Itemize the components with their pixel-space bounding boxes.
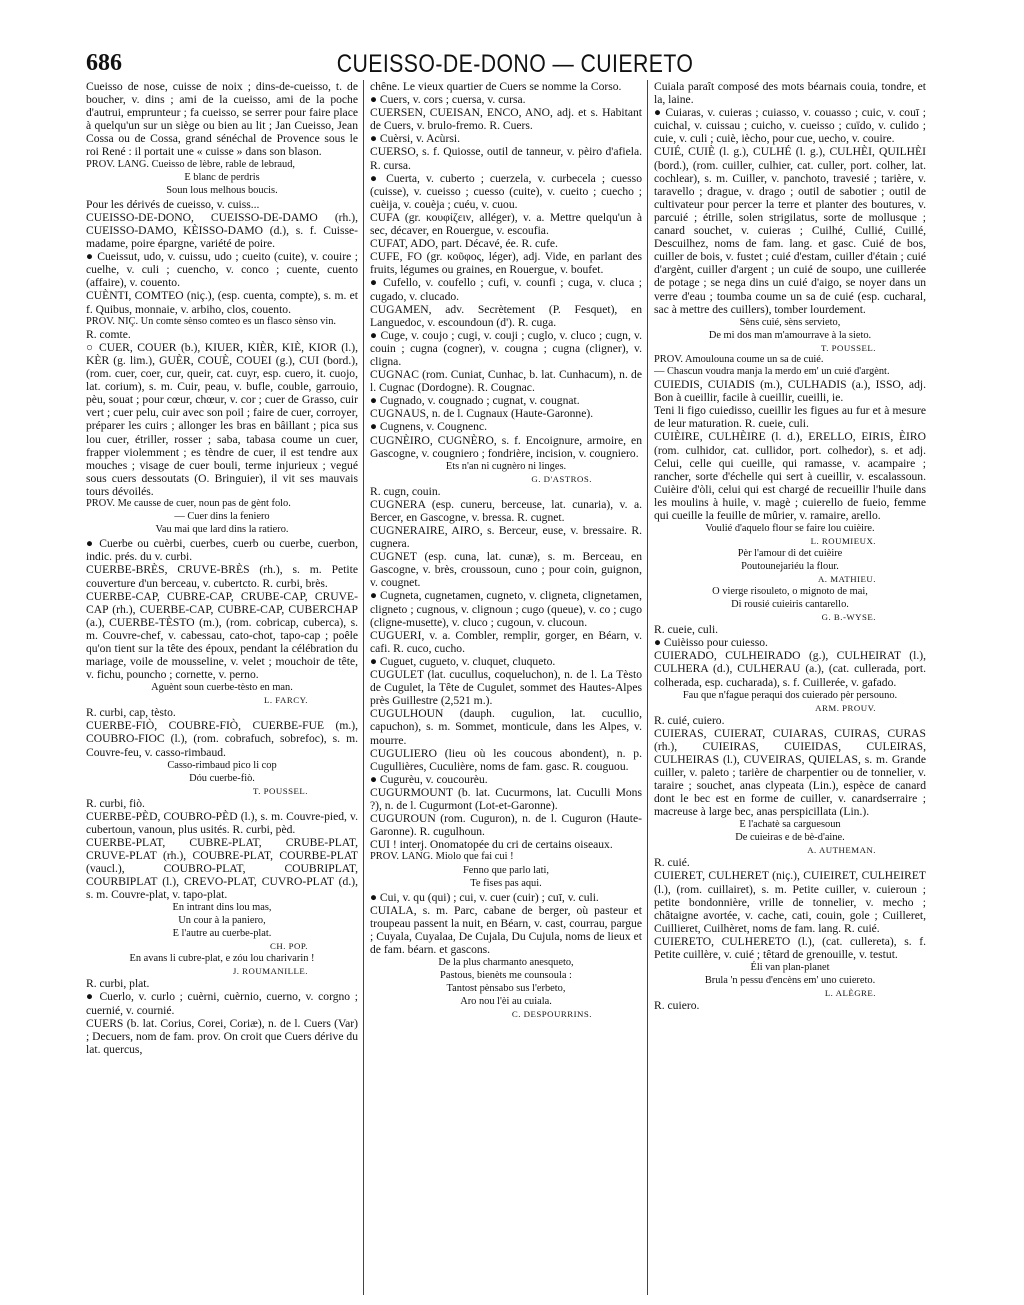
quotation-line: Pèr l'amour di det cuièire bbox=[737, 548, 843, 560]
dictionary-entry: ● Cufello, v. coufello ; cufi, v. counfi ; cuga, v. cluca ; cugado, v. clucado. bbox=[370, 276, 642, 303]
dictionary-entry: ● Cuerbe ou cuèrbi, cuerbes, cuerb ou cuerbe, cuerbon, indic. prés. du v. curbi. bbox=[86, 537, 358, 564]
quotation-author: A. MATHIEU. bbox=[817, 574, 876, 585]
dictionary-entry: CUERBE-PLAT, CUBRE-PLAT, CRUBE-PLAT, CRUVE-PLAT (rh.), COUBRE-PLAT, COURBE-PLAT (vaucl.), COUBRO-PLAT, COUBRIPLAT, COURBIPLAT (l.), CREVO-PLAT, CUVRO-PLAT (d.), s. m. Couvre-plat, v. tapo-plat. bbox=[86, 835, 358, 902]
dictionary-entry: CUIERETO, CULHERETO (l.), (cat. cullereta), s. f. Petite cuillère, v. cuié ; têtard de grenouille, v. testut. bbox=[654, 934, 926, 961]
dictionary-entry: CUGULIERO (lieu où les coucous abondent), n. p. Cugullières, Cuculière, noms de fam. gasc. R. couguou. bbox=[370, 746, 642, 773]
quotation-line: Vau mai que lard dins la ratiero. bbox=[155, 524, 289, 536]
quotation-line: O vierge risouleto, o mignoto de mai, bbox=[712, 586, 868, 598]
quotation-line: Éli van plan-planet bbox=[750, 962, 830, 974]
dictionary-entry: R. cueie, culi. bbox=[654, 623, 719, 637]
dictionary-entry: ● Cuguet, cugueto, v. cluquet, cluqueto. bbox=[370, 654, 556, 668]
dictionary-entry: Cueisso de nose, cuisse de noix ; dins-de-cueisso, t. de boucher, v. dins ; ami de la cueisso, ami de la poche d'autrui, emprunteur ; fa cueisso, se serrer pour faire place à quelqu'un sur un siège ou bien au lit ; Jan Cueisso, Jean Cossa ou de Cossa, grand sénéchal de Provence sous le roi René : il portait une « cuisse » dans son blason. bbox=[86, 80, 358, 159]
proverb-line: PROV. NIÇ. Un comte sènso comteo es un flasco sènso vin. bbox=[86, 315, 337, 327]
dictionary-entry: CUÈNTI, COMTEO (niç.), (esp. cuenta, compte), s. m. et f. Quibus, monnaie, v. arbiho, clos, couento. bbox=[86, 289, 358, 316]
quotation-author: G. B.-WYSE. bbox=[821, 612, 876, 623]
quotation-author: T. POUSSEL. bbox=[821, 342, 876, 353]
dictionary-entry: chêne. Le vieux quartier de Cuers se nomme la Corso. bbox=[370, 80, 622, 93]
dictionary-entry: CUIÉ, CUIÈ (l. g.), CULHÉ (l. g.), CULHÈI, QUILHÈI (bord.), (rom. cuiller, culhier, cat. culler, port. colher, lat. cochlear), s. m. Cuiller, v. panchoto, travesié ; tarière, v. taravello ; drague, v. drago ; outil de sabotier ; outil de cultivateur pour percer la terre et planter des boutures, v. parcuié ; étrille, solen strigilatus, sorte de mollusque ; canard souchet, v. cuieras ; Cuilhé, Cullié, Cuillé, Descuilhez, noms de fam. lang. et gasc. Cuié de bos, cuiller de bois, v. fustet ; cuié d'estam, cuiller d'étain ; cuié d'argènt, cuiller d'argent ; un cuié de soupo, une cuillerée de potage ; se nega dins un cuié d'aigo, se noyer dans un verre d'eau ; toumba coume un sa de cuié (esp. cucharal, sac à mettre des cuillers), tomber lourdement. bbox=[654, 145, 926, 316]
quotation-line: Aguènt soun cuerbe-tèsto en man. bbox=[151, 682, 293, 694]
quotation-line: Ets n'an ni cugnèro ni linges. bbox=[445, 460, 567, 472]
dictionary-entry: ● Cuge, v. coujo ; cugi, v. couji ; cuglo, v. cluco ; cugn, v. couin ; cugna (cogner), v. cougna ; cugna (cligner), v. cligna. bbox=[370, 328, 642, 368]
dictionary-entry: ● Cugnado, v. cougnado ; cugnat, v. cougnat. bbox=[370, 394, 580, 408]
dictionary-entry: Pour les dérivés de cueisso, v. cuiss... bbox=[86, 197, 260, 211]
quotation-author: G. D'ASTROS. bbox=[531, 473, 592, 484]
running-title: CUEISSO-DE-DONO — CUIERETO bbox=[336, 50, 694, 78]
dictionary-entry: CUERSO, s. f. Quiosse, outil de tanneur, v. pèiro d'afiela. R. cursa. bbox=[370, 145, 642, 172]
quotation-line: En avans li cubre-plat, e zóu lou charivarin ! bbox=[129, 953, 315, 965]
dictionary-entry: CUGNERAIRE, AIRO, s. Berceur, euse, v. bressaire. R. cugnera. bbox=[370, 524, 642, 551]
quotation-line: Un cour à la paniero, bbox=[178, 915, 266, 927]
quotation-line: De cuieiras e de bè-d'aine. bbox=[735, 832, 845, 844]
dictionary-entry: CUGNAC (rom. Cuniat, Cunhac, b. lat. Cunhacum), n. de l. Cugnac (Dordogne). R. Cougnac. bbox=[370, 368, 642, 395]
dictionary-entry: CUIERAS, CUIERAT, CUIARAS, CUIRAS, CURAS (rh.), CUIEIRAS, CUIEIDAS, CULEIRAS, CULHEIRAS (l.), CUVEIRAS, QUIELAS, s. m. Grande cuiller, v. paleto ; tarière de charpentier ou de tonnelier, v. taraire ; souchet, anas clypeata (Lin.), espèce de canard dont le bec est en forme de cuiller, v. canardserraire ; macreuse à large bec, anas perspicillata (Lin.). bbox=[654, 726, 926, 819]
dictionary-entry: R. curbi, plat. bbox=[86, 977, 150, 991]
dictionary-entry: CUFAT, ADO, part. Décavé, ée. R. cufe. bbox=[370, 237, 558, 251]
dictionary-entry: ● Cui, v. qu (qui) ; cui, v. cuer (cuir) ; cuī, v. culi. bbox=[370, 890, 599, 904]
dictionary-entry: Teni li figo cuiedisso, cueillir les figues au fur et à mesure de leur maturation. R. cueie, culi. bbox=[654, 404, 926, 431]
dictionary-entry: CUGUROUN (rom. Cuguron), n. de l. Cuguron (Haute-Garonne). R. cugulhoun. bbox=[370, 812, 642, 839]
quotation-author: ARM. PROUV. bbox=[815, 702, 876, 713]
dictionary-entry: CUFA (gr. κουφίζειν, alléger), v. a. Mettre quelqu'un à sec, décaver, en Rouergue, v. escoufia. bbox=[370, 210, 642, 238]
quotation-author: L. FARCY. bbox=[263, 695, 308, 706]
column-divider bbox=[647, 80, 648, 1295]
proverb-line: PROV. LANG. Cueisso de lèbre, rable de lebraud, bbox=[86, 158, 296, 170]
quotation-author: L. ALÈGRE. bbox=[824, 988, 876, 999]
column-left bbox=[86, 80, 358, 1300]
dictionary-entry: R. cuié. bbox=[654, 856, 690, 870]
dictionary-entry: CUIALA, s. m. Parc, cabane de berger, où pasteur et troupeau passent la nuit, en Béarn, v. cast, courrau, pargue ; Cuyala, Cuyalaa, De Cujala, Du Cujula, noms de lieux et de fam. béarn. et gascons. bbox=[370, 903, 642, 956]
proverb-line: PROV. Me causse de cuer, noun pas de gènt folo. bbox=[86, 498, 291, 510]
dictionary-entry: CUGNET (esp. cuna, lat. cunæ), s. m. Berceau, en Gascogne, v. brès, croussoun, cuno ; pour coin, guignon, v. cougnet. bbox=[370, 550, 642, 590]
dictionary-entry: CUERBE-FIÒ, COUBRE-FIÒ, CUERBE-FUE (m.), COUBRO-FIOC (l.), (rom. cobrafuch, sobrefoc), s. m. Couvre-feu, v. casso-rimbaud. bbox=[86, 719, 358, 759]
dictionary-entry: CUGNÈIRO, CUGNÈRO, s. f. Encoignure, armoire, en Gascogne, v. cougniero ; fondrière, incision, v. cougniero. bbox=[370, 433, 642, 460]
quotation-line: Voulié d'aquelo flour se faire lou cuièire. bbox=[705, 523, 875, 535]
quotation-line: Te fises pas aqui. bbox=[470, 877, 542, 889]
dictionary-entry: ● Cuerta, v. cuberto ; cuerzela, v. curbecela ; cuesso (cuisse), v. cueisso ; cuesso (cuite), v. cueito ; cuecho ; cuèija, v. couèja ; cuéu, v. cuou. bbox=[370, 171, 642, 211]
quotation-line: Casso-rimbaud pico li cop bbox=[167, 759, 277, 771]
quotation-author: J. ROUMANILLE. bbox=[232, 966, 308, 977]
dictionary-entry: ● Cuiaras, v. cuieras ; cuiasso, v. couasso ; cuic, v. couī ; cuichal, v. cuissau ; cuicho, v. cueisso ; cuïdo, v. culido ; cuie, v. culi ; cuiè, iècho, pour cue, uecho, v. couire. bbox=[654, 106, 926, 146]
dictionary-entry: CUERSEN, CUEISAN, ENCO, ANO, adj. et s. Habitant de Cuers, v. brulo-fremo. R. Cuers. bbox=[370, 106, 642, 133]
quotation-line: E l'autre au cuerbe-plat. bbox=[172, 928, 272, 940]
dictionary-entry: CUERS (b. lat. Corius, Corei, Coriæ), n. de l. Cuers (Var) ; Decuers, nom de fam. prov. On croit que Cuers dérive du lat. quercus, bbox=[86, 1016, 358, 1056]
dictionary-entry: CUIEDIS, CUIADIS (m.), CULHADIS (a.), ISSO, adj. Bon à cueillir, facile à cueillir, cueilli, ie. bbox=[654, 378, 926, 405]
dictionary-entry: CUGULET (lat. cucullus, coqueluchon), n. de l. La Tèsto de Cugulet, la Tête de Cugulet, sommet des Hautes-Alpes près Guillestre (2,521 m.). bbox=[370, 668, 642, 708]
dictionary-entry: CUFE, FO (gr. κοῦφος, léger), adj. Vide, en parlant des fruits, légumes ou graines, en Rouergue, v. boufet. bbox=[370, 250, 642, 277]
proverb-line: PROV. LANG. Miolo que fai cui ! bbox=[370, 851, 514, 863]
dictionary-entry: CUGURMOUNT (b. lat. Cucurmons, lat. Cuculli Mons ?), n. de l. Cugurmont (Lot-et-Garonne). bbox=[370, 785, 642, 812]
quotation-line: Fau que n'fague peraqui dos cuierado pèr persouno. bbox=[682, 689, 898, 701]
dictionary-entry: CUERBE-CAP, CUBRE-CAP, CRUBE-CAP, CRUVE-CAP (rh.), CUERBE-CAP, CUBRE-CAP, CUBERCHAP (a.), CUERBE-TÈSTO (m.), (rom. cobricap, cuberca), s. m. Couvre-chef, v. cabessau, cato-chot, tapo-cap ; poêle qu'on tient sur la tête des époux, pendant la célébration du mariage, voile de mousseline, v. velet ; mouchoir de tête, v. fichu, pouncho ; cornette, v. perno. bbox=[86, 589, 358, 682]
quotation-line: Di rousié cuieiris cantarello. bbox=[731, 599, 849, 611]
page-number: 686 bbox=[86, 50, 122, 76]
dictionary-entry: Cuiala paraît composé des mots béarnais couia, tondre, et la, laine. bbox=[654, 80, 926, 107]
dictionary-entry: R. curbi, cap, tèsto. bbox=[86, 706, 176, 720]
quotation-line: Soun lous melhous boucis. bbox=[166, 184, 278, 196]
dictionary-entry: ○ CUER, COUER (b.), KIUER, KIÈR, KIÈ, KIOR (l.), KÈR (g. lim.), GUÈR, COUÈ, COUEI (g.), CUI (bord.), (rom. cuer, coer, cur, queir, cat. cuyr, esp. cuero, it. cuojo, lat. corium), s. m. Cuir, peau, v. bufle, couble, garrouio, pèu, souat ; pour cœur, chœur, v. cor ; cuer de Grasso, cuir vert ; cuer pelu, cuir avec son poil ; faire de cuer, corroyer, préparer les cuirs ; allonger les bras en bâillant ; pica sus lou cuer, étriller, rosser ; saba, tabasa coume un cuer, frapper violemment ; es tèndre de cuer, il est tendre aux mouches ; visage de cuer bouli, terme injurieux ; vegué sous cuers dessoutats (O. Bringuier), il vit ses mauvais tours dévoilés. bbox=[86, 340, 358, 498]
dictionary-entry: R. cugn, couin. bbox=[370, 484, 441, 498]
quotation-line: Poutounejariéu la flour. bbox=[741, 561, 839, 573]
proverb-line: — Chascun voudra manja la merdo em' un cuié d'argènt. bbox=[654, 365, 890, 377]
quotation-author: L. ROUMIEUX. bbox=[810, 536, 876, 547]
dictionary-entry: ● Cuers, v. cors ; cuersa, v. cursa. bbox=[370, 93, 526, 107]
quotation-line: De la plus charmanto anesqueto, bbox=[438, 957, 574, 969]
quotation-author: A. AUTHEMAN. bbox=[807, 845, 876, 856]
dictionary-entry: CUI ! interj. Onomatopée du cri de certains oiseaux. bbox=[370, 838, 613, 852]
quotation-line: Pastous, bienèts me counsoula : bbox=[440, 970, 572, 982]
dictionary-entry: CUIÈIRE, CULHÈIRE (l. d.), ERELLO, EIRIS, ÈIRO (rom. culhidor, cat. cullidor, port. colhedor), s. et adj. Celui, celle qui cueille, qui ramasse, v. acampaire ; rancher, sorte d'échelle qui sert à cueillir, v. escalassoun. Cuièire d'òli, celui qui est chargé de recueillir l'huile dans les moulins à huile, v. magè ; cuierello de fueio, femme qui cueille la feuille de mûrier, v. ramaire, arello. bbox=[654, 430, 926, 523]
dictionary-entry: CUGULHOUN (dauph. cugulion, lat. cucullio, capuchon), s. m. Sommet, monticule, dans les Alpes, v. mourre. bbox=[370, 707, 642, 747]
dictionary-entry: R. comte. bbox=[86, 327, 131, 341]
dictionary-entry: CUGNERA (esp. cuneru, berceuse, lat. cunaria), v. a. Bercer, en Gascogne, v. bressa. R. cugnet. bbox=[370, 497, 642, 524]
quotation-line: Dóu cuerbe-fiò. bbox=[189, 772, 255, 784]
dictionary-entry: CUGUERI, v. a. Combler, remplir, gorger, en Béarn, v. cafi. R. cuco, cucho. bbox=[370, 628, 642, 655]
quotation-line: Tantost pènsabo sus l'erbeto, bbox=[446, 983, 566, 995]
quotation-author: C. DESPOURRINS. bbox=[511, 1009, 592, 1020]
dictionary-entry: R. cuié, cuiero. bbox=[654, 713, 725, 727]
quotation-author: T. POUSSEL. bbox=[253, 785, 308, 796]
quotation-line: Sèns cuié, sèns servieto, bbox=[739, 316, 841, 328]
quotation-line: Fenno que parlo lati, bbox=[463, 864, 549, 876]
quotation-line: Brula 'n pessu d'encèns em' uno cuiereto. bbox=[704, 975, 876, 987]
column-divider bbox=[363, 80, 364, 1295]
dictionary-entry: CUERBE-BRÈS, CRUVE-BRÈS (rh.), s. m. Petite couverture d'un berceau, v. cubertcto. R. curbi, brès. bbox=[86, 563, 358, 590]
quotation-line: Aro nou l'èi au cuiala. bbox=[460, 996, 552, 1008]
dictionary-entry: ● Cuerlo, v. curlo ; cuèrni, cuèrnio, cuerno, v. corgno ; cuernié, v. cournié. bbox=[86, 990, 358, 1017]
dictionary-entry: CUGAMEN, adv. Secrètement (P. Fesquet), en Languedoc, v. escoundoun (d'). R. cuga. bbox=[370, 302, 642, 329]
proverb-line: PROV. Amoulouna coume un sa de cuié. bbox=[654, 353, 824, 365]
quotation-line: — Cuer dins la feniero bbox=[174, 511, 270, 523]
dictionary-entry: ● Cugneta, cugnetamen, cugneto, v. cligneta, clignetamen, cligneto ; cugnous, v. clignoun ; cugo (queue), v. co ; cugo (cligne-musette), v. cluco ; cugoun, v. clucoun. bbox=[370, 589, 642, 629]
dictionary-entry: ● Cuèrsi, v. Acùrsi. bbox=[370, 132, 460, 146]
dictionary-entry: CUIERADO, CULHEIRADO (g.), CULHEIRAT (l.), CULHERA (d.), CULHERAU (a.), (cat. cullerada, port. colherada, esp. cucharada), s. f. Cuillerée, v. gafado. bbox=[654, 649, 926, 689]
dictionary-entry: CUGNAUS, n. de l. Cugnaux (Haute-Garonne). bbox=[370, 407, 594, 421]
dictionary-entry: ● Cugurèu, v. coucourèu. bbox=[370, 772, 488, 786]
dictionary-entry: ● Cugnens, v. Cougnenc. bbox=[370, 420, 488, 434]
dictionary-entry: R. curbi, fiò. bbox=[86, 796, 145, 810]
dictionary-entry: CUIERET, CULHERET (niç.), CUIEIRET, CULHEIRET (l.), (rom. cuillairet), s. m. Petite cuiller, v. cuieroun ; petite bondonnière, vrille de tonnelier, v. mecho ; châtaigne avortée, v. cache, cati, couin, gole ; Cuilleret, Cuillieret, Cuilhèret, noms de fam. lang. R. cuié. bbox=[654, 869, 926, 935]
quotation-line: En intrant dins lou mas, bbox=[172, 902, 272, 914]
quotation-line: E blanc de perdris bbox=[184, 171, 260, 183]
text-columns bbox=[86, 80, 946, 1300]
quotation-author: CH. POP. bbox=[270, 941, 308, 952]
dictionary-entry: CUEISSO-DE-DONO, CUEISSO-DE-DAMO (rh.), CUEISSO-DAMO, KÈISSO-DAMO (d.), s. f. Cuisse-madame, poire épargne, variété de poire. bbox=[86, 210, 358, 251]
quotation-line: De mi dos man m'amourrave à la sieto. bbox=[708, 329, 872, 341]
dictionary-entry: ● Cueissut, udo, v. cuissu, udo ; cueito (cuite), v. couire ; cuelhe, v. culi ; cuencho, v. conco ; cuente, cuento (affaire), v. couento. bbox=[86, 250, 358, 290]
column-middle bbox=[370, 80, 642, 1300]
dictionary-entry: ● Cuièisso pour cuiesso. bbox=[654, 636, 768, 650]
column-right bbox=[654, 80, 926, 1300]
dictionary-entry: R. cuiero. bbox=[654, 999, 700, 1013]
quotation-line: E l'achatè sa carguesoun bbox=[739, 819, 841, 831]
dictionary-entry: CUERBE-PÈD, COUBRO-PÈD (l.), s. m. Couvre-pied, v. cubertoun, vanoun, plus usités. R. curbi, pèd. bbox=[86, 809, 358, 836]
